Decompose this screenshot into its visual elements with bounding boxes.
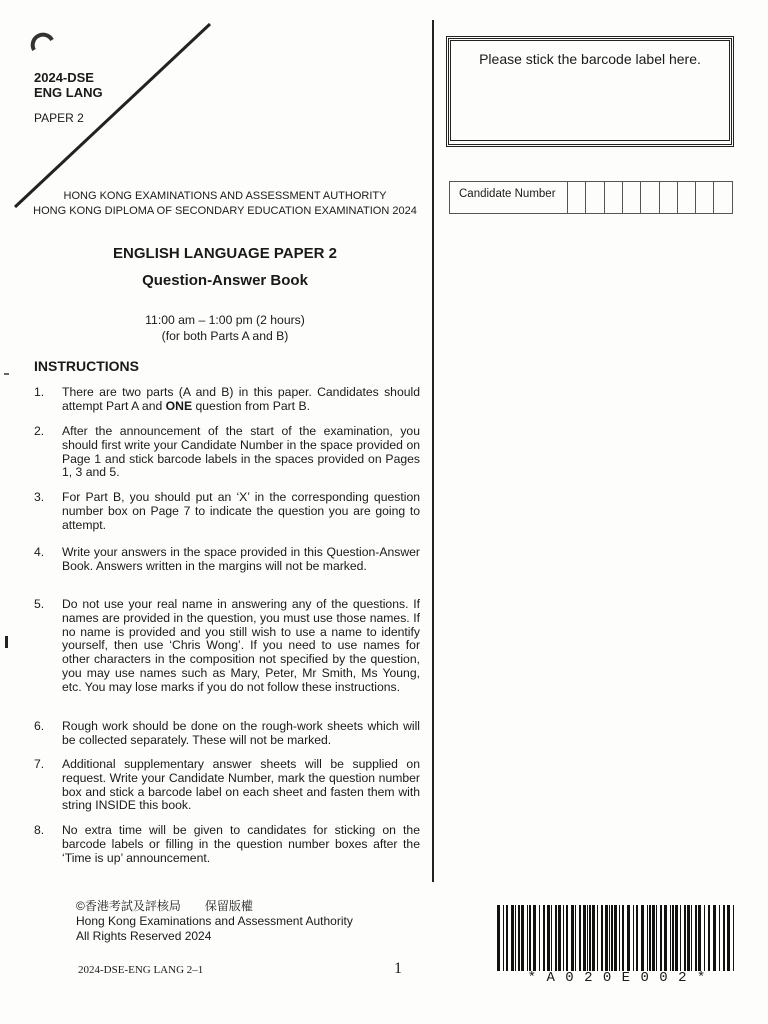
text: After the announcement of the start of the examination, you should first write your Candidate Number in the space provided on Page 1 and stick barcode labels in the spaces provided on Pages 1, 3 and 5. <box>62 424 420 480</box>
instruction-item <box>34 720 420 748</box>
text: Do not use your real name in answering any of the questions. If names are provided in the question, you must use those names. If no name is provided and you still wish to use a name to identify yourself, then use ‘Chris Wong’. If you need to use names for other characters in the composition not specified by the question, you may use names such as Mary, Peter, Mr Smith, Ms Young, etc. You may lose marks if you do not follow these instructions. <box>62 597 420 694</box>
barcode-bar <box>733 905 734 971</box>
code-line: 2024-DSE <box>34 70 94 85</box>
text: question from Part B. <box>192 398 310 413</box>
candidate-digit-box[interactable] <box>677 182 696 213</box>
barcode-bar <box>656 905 657 971</box>
barcode-bar <box>597 905 598 971</box>
instruction-text <box>62 386 420 414</box>
instruction-item <box>34 491 420 532</box>
barcode-bar <box>647 905 648 971</box>
barcode-bar <box>609 905 610 971</box>
instruction-number: 8. <box>34 823 45 837</box>
instruction-number: 2. <box>34 424 45 438</box>
margin-mark <box>5 636 8 648</box>
instruction-text <box>62 598 420 695</box>
text: For Part B, you should put an ‘X’ in the corresponding question number box on Page 7 to indicate the question you are going to attempt. <box>62 490 420 532</box>
barcode-bar <box>713 905 716 971</box>
barcode-bar <box>619 905 620 971</box>
barcode-bar <box>518 905 520 971</box>
barcode-bar <box>622 905 624 971</box>
exam-name: HONG KONG DIPLOMA OF SECONDARY EDUCATION EXAMINATION 2024 <box>33 205 417 217</box>
barcode-bar <box>592 905 595 971</box>
candidate-digit-box[interactable] <box>640 182 659 213</box>
barcode-bar <box>527 905 528 971</box>
barcode-bar <box>652 905 655 971</box>
instructions-heading: INSTRUCTIONS <box>34 358 139 374</box>
barcode-bar <box>614 905 617 971</box>
barcode-bar <box>727 905 730 971</box>
barcode-bar <box>719 905 720 971</box>
page-number: 1 <box>394 960 402 977</box>
barcode-bar <box>605 905 608 971</box>
instruction-number: 6. <box>34 719 45 733</box>
exam-time <box>20 312 430 344</box>
text: There are two parts (A and B) in this paper. Candidates should attempt Part A and <box>62 385 420 413</box>
barcode-text: * A 0 2 0 E 0 0 2 * <box>527 970 707 986</box>
barcode-bar <box>521 905 524 971</box>
copyright <box>76 899 353 944</box>
barcode-bar <box>664 905 667 971</box>
instruction-item <box>34 386 420 414</box>
instruction-text <box>62 758 420 813</box>
instruction-item <box>34 425 420 480</box>
barcode-bar <box>649 905 651 971</box>
barcode-bar <box>503 905 504 971</box>
text: Additional supplementary answer sheets will be supplied on request. Write your Candidate Number, mark the question number box and stick a barcode label on each sheet and fasten them with string INSIDE this book. <box>62 757 420 813</box>
barcode-bar <box>539 905 540 971</box>
instruction-item <box>34 546 420 574</box>
paper-code <box>34 70 103 100</box>
rights-reserved: All Rights Reserved 2024 <box>76 929 212 943</box>
paper-number: PAPER 2 <box>34 111 84 125</box>
barcode-bar <box>543 905 545 971</box>
barcode-bar <box>587 905 588 971</box>
barcode-bar <box>636 905 638 971</box>
copyright-english: Hong Kong Examinations and Assessment Authority <box>76 914 353 928</box>
barcode-bar <box>675 905 678 971</box>
barcode-bar <box>633 905 634 971</box>
candidate-digit-box[interactable] <box>604 182 623 213</box>
paper-title: ENGLISH LANGUAGE PAPER 2 <box>113 245 337 262</box>
instruction-item <box>34 824 420 865</box>
candidate-digit-box[interactable] <box>567 182 586 213</box>
instruction-text <box>62 425 420 480</box>
barcode-bar <box>551 905 552 971</box>
page-code: 2024-DSE-ENG LANG 2–1 <box>78 964 204 976</box>
barcode-bar <box>555 905 557 971</box>
barcode-bar <box>691 905 692 971</box>
book-title: Question-Answer Book <box>142 272 308 289</box>
barcode-bar <box>589 905 591 971</box>
barcode-bar <box>533 905 536 971</box>
instruction-number: 5. <box>34 597 45 611</box>
instruction-text <box>62 720 420 748</box>
candidate-number-label: Candidate Number <box>459 188 556 200</box>
barcode-bar <box>601 905 603 971</box>
barcode-bar <box>723 905 725 971</box>
barcode-bar <box>708 905 710 971</box>
barcode-bar <box>627 905 630 971</box>
code-line: ENG LANG <box>34 85 103 100</box>
barcode-bar <box>687 905 690 971</box>
barcode-bar <box>680 905 681 971</box>
time-range: 11:00 am – 1:00 pm (2 hours) <box>145 313 305 327</box>
text: No extra time will be given to candidates for sticking on the barcode labels or filling in the question number boxes after the ‘Time is up’ announcement. <box>62 823 420 865</box>
time-scope: (for both Parts A and B) <box>161 329 289 343</box>
barcode-bar <box>558 905 561 971</box>
barcode-bar <box>641 905 644 971</box>
copyright-chinese: ©香港考試及評核局 保留版權 <box>76 899 253 913</box>
barcode-bar <box>566 905 568 971</box>
barcode-bar <box>563 905 564 971</box>
barcode-bar <box>660 905 662 971</box>
barcode-bar <box>672 905 674 971</box>
instruction-text <box>62 824 420 865</box>
barcode-bar <box>684 905 686 971</box>
barcode-bar <box>579 905 581 971</box>
instruction-item <box>34 598 420 695</box>
instruction-text <box>62 491 420 532</box>
candidate-digit-box[interactable] <box>622 182 641 213</box>
barcode-bar <box>497 905 500 971</box>
emphasis: ONE <box>165 398 193 413</box>
text: Write your answers in the space provided in this Question-Answer Book. Answers written in the margins will not be marked. <box>62 545 420 573</box>
barcode-bar <box>611 905 613 971</box>
authority-header <box>20 189 430 219</box>
instruction-number: 7. <box>34 757 45 771</box>
barcode-label-area <box>446 36 734 147</box>
authority-name: HONG KONG EXAMINATIONS AND ASSESSMENT AUTHORITY <box>63 190 387 202</box>
barcode-bar <box>529 905 531 971</box>
barcode-bar <box>583 905 586 971</box>
barcode-bar <box>704 905 705 971</box>
barcode-bar <box>571 905 574 971</box>
barcode <box>497 905 737 971</box>
candidate-digit-box[interactable] <box>695 182 714 213</box>
instruction-number: 3. <box>34 490 45 504</box>
candidate-digit-box[interactable] <box>659 182 678 213</box>
barcode-bar <box>547 905 550 971</box>
punch-hole-arc <box>33 35 52 50</box>
barcode-label-prompt: Please stick the barcode label here. <box>450 40 730 141</box>
barcode-bar <box>515 905 516 971</box>
candidate-digit-box[interactable] <box>713 182 732 213</box>
instruction-item <box>34 758 420 813</box>
text: Rough work should be done on the rough-work sheets which will be collected separately. These will not be marked. <box>62 719 420 747</box>
barcode-bar <box>511 905 514 971</box>
instruction-number: 1. <box>34 385 45 399</box>
barcode-bar <box>698 905 701 971</box>
candidate-number-box <box>449 181 733 214</box>
barcode-bar <box>695 905 697 971</box>
instruction-number: 4. <box>34 545 45 559</box>
instruction-text <box>62 546 420 574</box>
barcode-bar <box>506 905 508 971</box>
barcode-bar <box>575 905 576 971</box>
barcode-bar <box>670 905 671 971</box>
candidate-digit-box[interactable] <box>585 182 604 213</box>
